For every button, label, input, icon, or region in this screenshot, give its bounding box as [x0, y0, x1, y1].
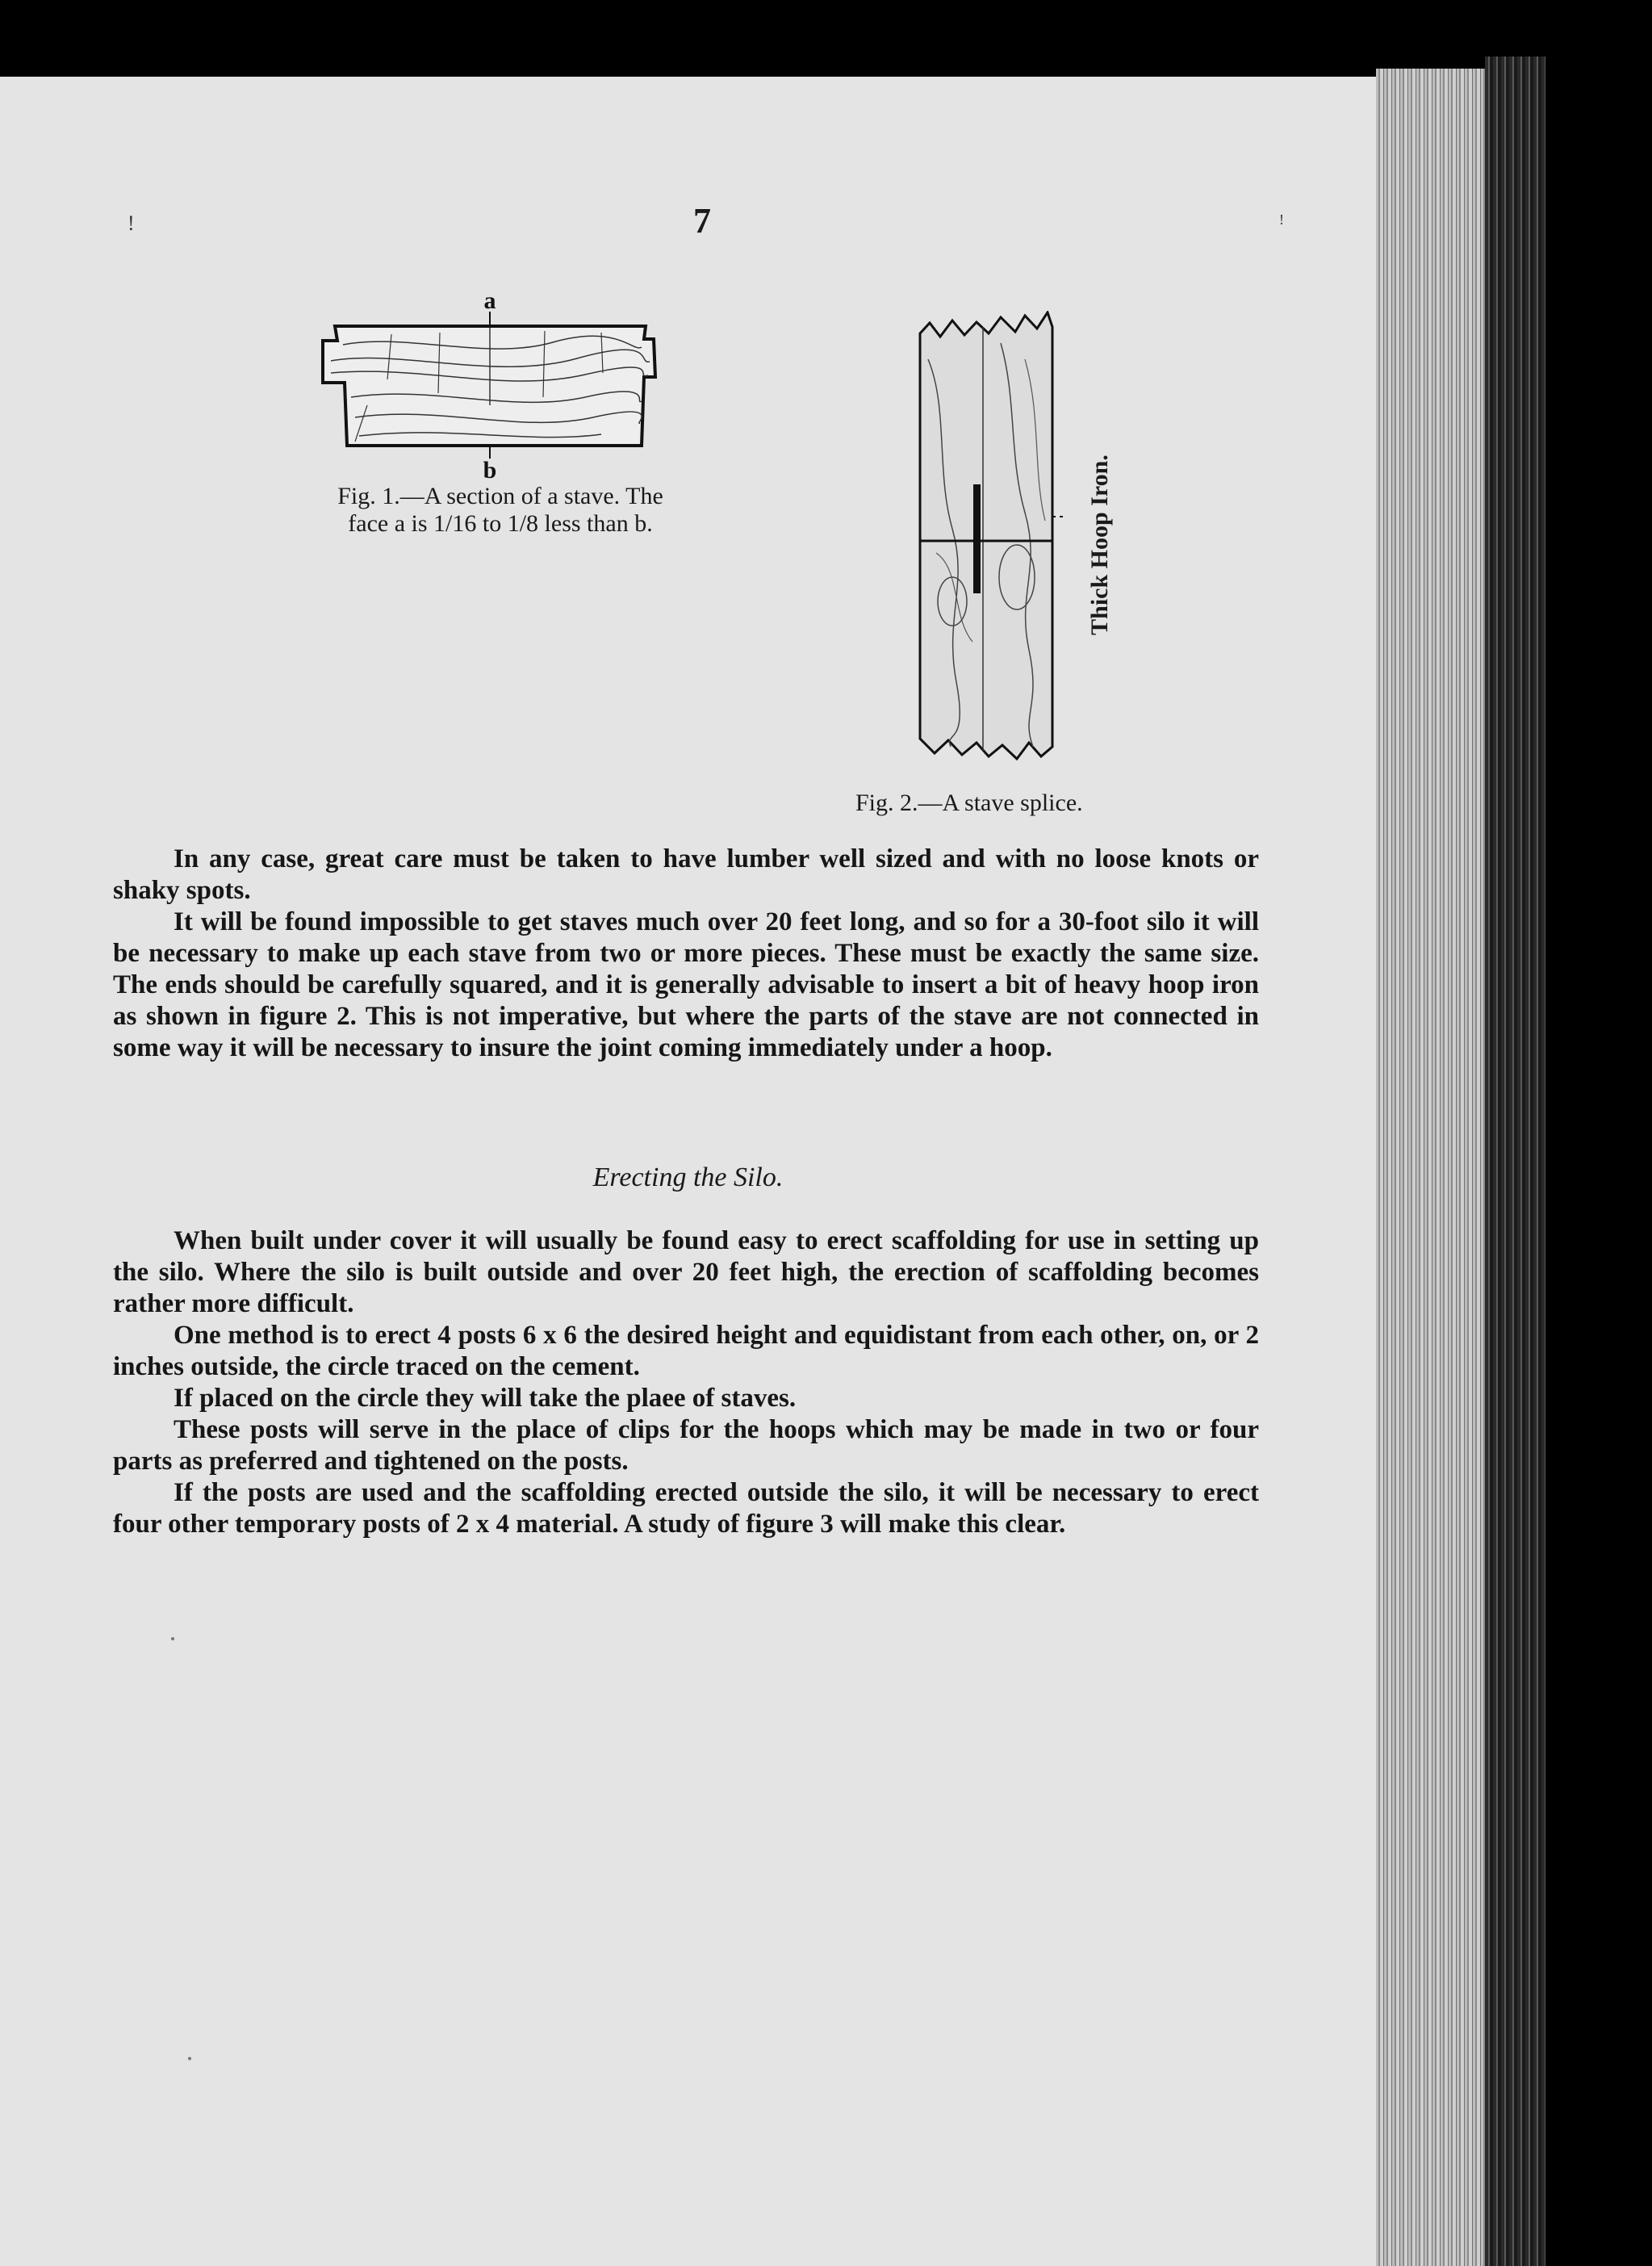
figure-1-caption [274, 483, 726, 538]
figure-2-stave-splice [904, 311, 1065, 763]
figure-2-caption: Fig. 2.—A stave splice. [855, 790, 1083, 816]
paragraph: When built under cover it will usually be found easy to erect scaffolding for use in setting up the silo. Where the silo is built outside and over 20 feet high, the erection of scaffolding becomes rather more difficult. [113, 1226, 1259, 1318]
section-1-body [113, 844, 1259, 1064]
paragraph: If the posts are used and the scaffolding erected outside the silo, it will be necessary to erect four other temporary posts of 2 x 4 material. A study of figure 3 will make this clear. [113, 1478, 1259, 1539]
margin-mark-left: ! [128, 212, 135, 235]
figure-2-side-label-text: Thick Hoop Iron. [1086, 454, 1113, 635]
page-number: 7 [693, 201, 711, 241]
figure-1-caption-line-1: Fig. 1.—A section of a stave. The [337, 483, 663, 509]
figure-1-caption-line-2: face a is 1/16 to 1/8 less than b. [348, 510, 653, 537]
speck [188, 2057, 191, 2060]
margin-mark-right: ! [1279, 212, 1284, 228]
paragraph: It will be found impossible to get staves much over 20 feet long, and so for a 30-foot silo it will be necessary to make up each stave from two or more pieces. These must be exactly the same size. The ends should be carefully squared, and it is generally advisable to insert a bit of heavy hoop iron as shown in figure 2. This is not imperative, but where the parts of the stave are not connected in some way it will be necessary to insure the joint coming immediately under a hoop. [113, 907, 1259, 1062]
paragraph: One method is to erect 4 posts 6 x 6 the desired height and equidistant from each other, on, or 2 inches outside, the circle traced on the cement. [113, 1321, 1259, 1381]
book-spine [1485, 57, 1545, 2266]
section-heading-erecting-the-silo: Erecting the Silo. [592, 1162, 784, 1192]
section-2-body [113, 1225, 1259, 1540]
paragraph: These posts will serve in the place of clips for the hoops which may be made in two or four parts as preferred and tightened on the posts. [113, 1415, 1259, 1476]
speck [171, 1637, 174, 1640]
figure-1-stave-section [311, 284, 666, 482]
paragraph: If placed on the circle they will take the plaee of staves. [174, 1384, 797, 1413]
figure-1-label-a: a [483, 287, 496, 314]
figure-2-side-label [1072, 436, 1128, 654]
figure-1-label-b: b [483, 457, 497, 482]
paragraph: In any case, great care must be taken to have lumber well sized and with no loose knots or shaky spots. [113, 844, 1259, 905]
